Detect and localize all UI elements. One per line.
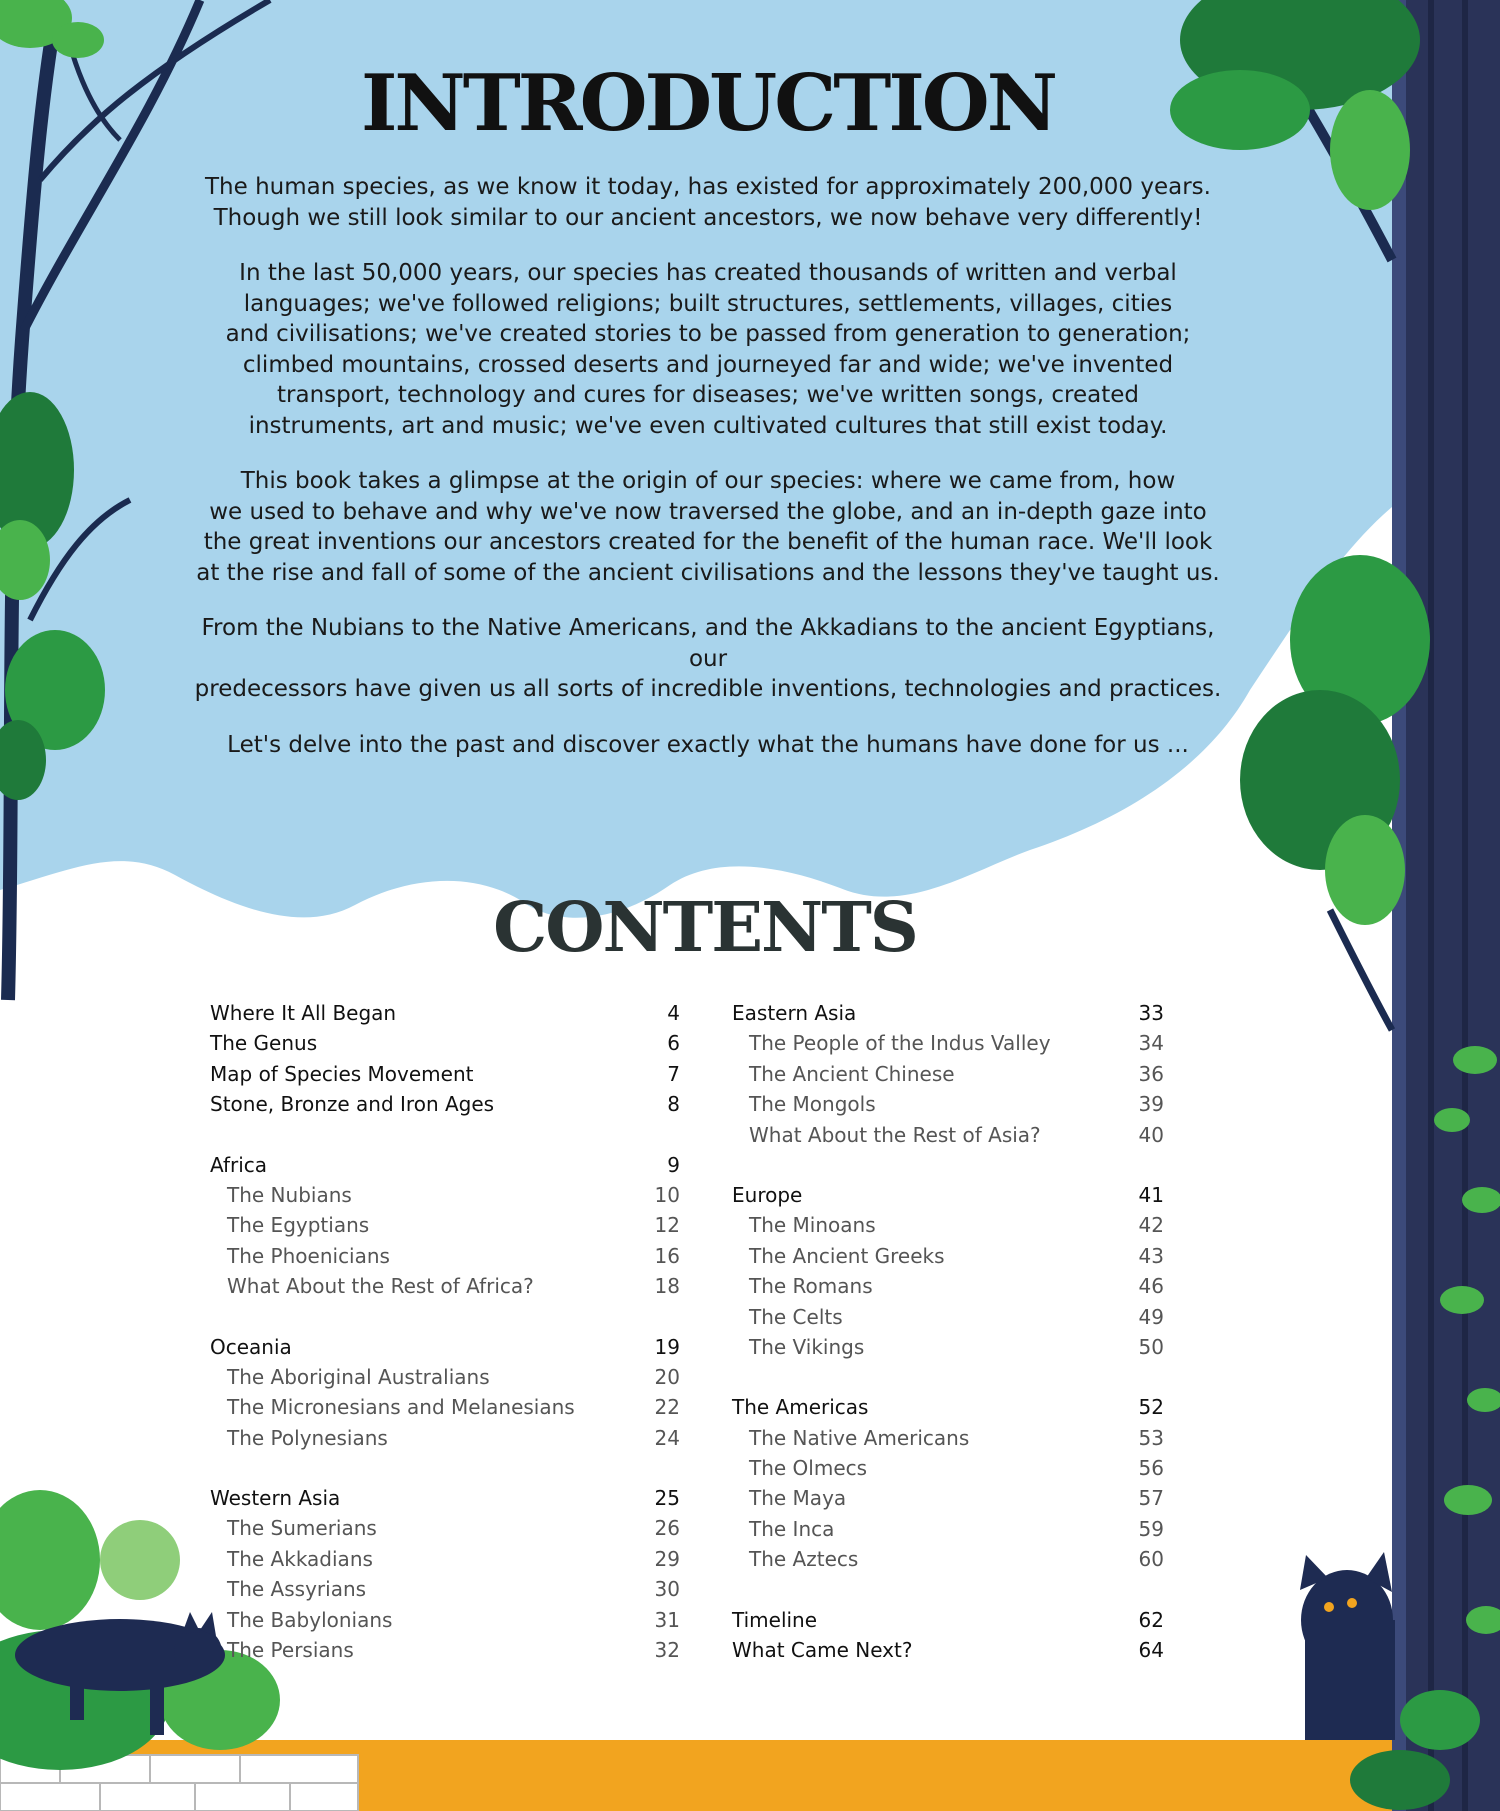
contents-subsection-entry <box>210 1605 680 1635</box>
contents-entry-page: 50 <box>1138 1334 1164 1359</box>
contents-entry-label: The Celts <box>749 1304 843 1329</box>
contents-entry-page: 52 <box>1138 1395 1164 1420</box>
introduction-title: INTRODUCTION <box>360 58 1056 149</box>
contents-subsection-entry <box>732 1302 1164 1332</box>
contents-subsection-entry <box>732 1059 1164 1089</box>
contents-entry-label: The Romans <box>749 1274 873 1299</box>
contents-entry-page: 56 <box>1138 1456 1164 1481</box>
contents-entry-label: The Aztecs <box>749 1547 859 1572</box>
contents-section-entry <box>732 1635 1164 1665</box>
contents-left-column <box>210 998 680 1695</box>
contents-subsection-entry <box>732 1332 1164 1362</box>
contents-entry-label: Eastern Asia <box>732 1001 857 1025</box>
contents-subsection-entry <box>210 1180 680 1210</box>
contents-subsection-entry <box>732 1089 1164 1119</box>
contents-entry-page: 42 <box>1138 1213 1164 1238</box>
contents-subsection-entry <box>210 1362 680 1392</box>
contents-section-entry <box>732 1605 1164 1635</box>
contents-entry-label: The Akkadians <box>227 1546 373 1571</box>
contents-entry-page: 64 <box>1138 1638 1164 1663</box>
contents-entry-page: 32 <box>654 1638 680 1663</box>
contents-group <box>210 1332 680 1454</box>
contents-subsection-entry <box>732 1271 1164 1301</box>
contents-entry-label: Timeline <box>732 1607 818 1632</box>
contents-subsection-entry <box>210 1544 680 1574</box>
contents-entry-page: 20 <box>654 1364 680 1389</box>
contents-subsection-entry <box>210 1635 680 1665</box>
contents-subsection-entry <box>210 1574 680 1604</box>
contents-entry-label: What Came Next? <box>732 1638 913 1663</box>
introduction-line: Let's delve into the past and discover exactly what the humans have done for us ... <box>227 731 1189 758</box>
contents-section-entry <box>210 1332 680 1362</box>
introduction-line: and civilisations; we've created stories to be passed from generation to generation; <box>225 321 1191 347</box>
contents-subsection-entry <box>732 1210 1164 1240</box>
contents-entry-label: The Egyptians <box>227 1213 370 1238</box>
contents-subsection-entry <box>732 1241 1164 1271</box>
contents-section-entry <box>210 1483 680 1513</box>
introduction-line: transport, technology and cures for diseases; we've written songs, created <box>277 382 1139 408</box>
contents-group <box>732 1605 1164 1666</box>
introduction-line: The human species, as we know it today, has existed for approximately 200,000 years. <box>205 174 1211 200</box>
contents-section-entry <box>210 1028 680 1058</box>
contents-entry-label: The Persians <box>227 1638 354 1663</box>
introduction-line: instruments, art and music; we've even cultivated cultures that still exist today. <box>248 412 1168 439</box>
contents-subsection-entry <box>732 1483 1164 1513</box>
contents-entry-page: 31 <box>654 1607 680 1632</box>
contents-entry-page: 4 <box>667 1001 680 1025</box>
contents-entry-page: 10 <box>654 1182 680 1207</box>
contents-entry-page: 41 <box>1138 1182 1164 1207</box>
contents-entry-label: The Phoenicians <box>227 1243 390 1268</box>
contents-group <box>210 998 680 1120</box>
contents-subsection-entry <box>210 1392 680 1422</box>
contents-entry-page: 30 <box>654 1577 680 1602</box>
introduction-line: This book takes a glimpse at the origin of our species: where we came from, how <box>240 468 1176 494</box>
contents-entry-label: The Assyrians <box>227 1577 367 1602</box>
introduction-line: we used to behave and why we've now traversed the globe, and an in-depth gaze into <box>209 498 1207 525</box>
contents-entry-label: The Sumerians <box>227 1516 377 1541</box>
contents-entry-page: 43 <box>1138 1243 1164 1268</box>
contents-entry-label: The Olmecs <box>749 1456 868 1481</box>
contents-entry-label: Map of Species Movement <box>210 1061 474 1086</box>
contents-section-entry <box>732 998 1164 1028</box>
contents-entry-label: Oceania <box>210 1334 292 1359</box>
contents-entry-page: 36 <box>1138 1061 1164 1086</box>
contents-section-entry <box>210 1150 680 1180</box>
introduction-paragraph <box>190 466 1226 588</box>
contents-entry-page: 6 <box>667 1031 680 1056</box>
contents-subsection-entry <box>732 1453 1164 1483</box>
contents-section-entry <box>210 1089 680 1119</box>
contents-entry-label: What About the Rest of Africa? <box>227 1274 534 1299</box>
contents-entry-label: Stone, Bronze and Iron Ages <box>210 1092 495 1117</box>
contents-entry-page: 18 <box>654 1274 680 1299</box>
contents-entry-page: 25 <box>654 1486 680 1511</box>
contents-section-entry <box>732 1180 1164 1210</box>
contents-entry-label: The Polynesians <box>227 1425 388 1450</box>
contents-entry-label: The Genus <box>210 1031 318 1056</box>
introduction-paragraph <box>190 730 1226 761</box>
introduction-line: In the last 50,000 years, our species has created thousands of written and verbal <box>239 260 1177 286</box>
introduction-paragraph <box>190 258 1226 441</box>
contents-entry-label: What About the Rest of Asia? <box>749 1122 1041 1147</box>
introduction-paragraph <box>190 613 1226 705</box>
contents-entry-page: 46 <box>1138 1274 1164 1299</box>
contents-subsection-entry <box>210 1241 680 1271</box>
contents-entry-label: The Babylonians <box>227 1607 393 1632</box>
contents-entry-label: The Inca <box>749 1516 835 1541</box>
introduction-line: the great inventions our ancestors created for the benefit of the human race. We'll look <box>203 529 1213 555</box>
contents-group <box>210 1150 680 1302</box>
contents-subsection-entry <box>732 1544 1164 1574</box>
contents-entry-page: 49 <box>1138 1304 1164 1329</box>
contents-section-entry <box>210 1059 680 1089</box>
contents-entry-page: 12 <box>654 1213 680 1238</box>
contents-subsection-entry <box>732 1120 1164 1150</box>
contents-entry-label: The Ancient Chinese <box>749 1061 955 1086</box>
contents-entry-page: 8 <box>667 1092 680 1117</box>
introduction-line: climbed mountains, crossed deserts and journeyed far and wide; we've invented <box>242 351 1174 378</box>
introduction-line: From the Nubians to the Native Americans, and the Akkadians to the ancient Egyptians, our <box>201 615 1215 672</box>
contents-entry-label: The Native Americans <box>749 1425 970 1450</box>
contents-section-entry <box>732 1392 1164 1422</box>
contents-entry-page: 19 <box>654 1334 680 1359</box>
contents-entry-label: The Ancient Greeks <box>749 1243 945 1268</box>
introduction-line: Though we still look similar to our ancient ancestors, we now behave very differently! <box>213 204 1203 231</box>
contents-entry-page: 62 <box>1138 1607 1164 1632</box>
contents-subsection-entry <box>210 1513 680 1543</box>
peeking-cat <box>1300 1552 1395 1740</box>
contents-group <box>732 998 1164 1150</box>
contents-entry-page: 40 <box>1138 1122 1164 1147</box>
contents-entry-page: 16 <box>654 1243 680 1268</box>
introduction-body <box>190 172 1226 785</box>
contents-entry-page: 26 <box>654 1516 680 1541</box>
contents-subsection-entry <box>732 1423 1164 1453</box>
contents-entry-page: 57 <box>1138 1486 1164 1511</box>
contents-entry-page: 59 <box>1138 1516 1164 1541</box>
contents-entry-label: Europe <box>732 1182 803 1207</box>
contents-right-column <box>732 998 1164 1695</box>
contents-entry-page: 53 <box>1138 1425 1164 1450</box>
contents-entry-label: The People of the Indus Valley <box>749 1031 1051 1056</box>
introduction-line: at the rise and fall of some of the ancient civilisations and the lessons they've taught us. <box>196 559 1220 586</box>
contents-entry-page: 22 <box>654 1395 680 1420</box>
contents-entry-label: The Aboriginal Australians <box>227 1364 490 1389</box>
contents-entry-label: Where It All Began <box>210 1001 397 1025</box>
contents-group <box>210 1483 680 1665</box>
introduction-line: languages; we've followed religions; built structures, settlements, villages, cities <box>243 290 1173 317</box>
contents-entry-label: Africa <box>210 1152 268 1177</box>
contents-subsection-entry <box>210 1271 680 1301</box>
contents-entry-page: 39 <box>1138 1092 1164 1117</box>
contents-entry-page: 33 <box>1138 1001 1164 1025</box>
contents-entry-label: The Nubians <box>227 1182 352 1207</box>
contents-entry-label: The Vikings <box>749 1334 865 1359</box>
contents-entry-label: The Americas <box>732 1395 869 1420</box>
contents-section-entry <box>210 998 680 1028</box>
contents-entry-page: 7 <box>667 1061 680 1086</box>
contents-entry-label: The Micronesians and Melanesians <box>227 1395 575 1420</box>
contents-entry-page: 9 <box>667 1152 680 1177</box>
contents-subsection-entry <box>210 1423 680 1453</box>
contents-subsection-entry <box>732 1514 1164 1544</box>
contents-entry-label: The Mongols <box>749 1092 876 1117</box>
contents-subsection-entry <box>732 1028 1164 1058</box>
introduction-paragraph <box>190 172 1226 233</box>
introduction-line: predecessors have given us all sorts of incredible inventions, technologies and practices. <box>194 676 1222 702</box>
contents-group <box>732 1392 1164 1574</box>
contents-title: CONTENTS <box>493 888 917 968</box>
contents-group <box>732 1180 1164 1362</box>
contents-entry-label: The Minoans <box>749 1213 876 1238</box>
contents-entry-label: The Maya <box>749 1486 847 1511</box>
contents-entry-page: 34 <box>1138 1031 1164 1056</box>
contents-entry-page: 29 <box>654 1546 680 1571</box>
contents-entry-page: 24 <box>654 1425 680 1450</box>
contents-entry-page: 60 <box>1138 1547 1164 1572</box>
contents-entry-label: Western Asia <box>210 1486 341 1511</box>
contents-subsection-entry <box>210 1210 680 1240</box>
